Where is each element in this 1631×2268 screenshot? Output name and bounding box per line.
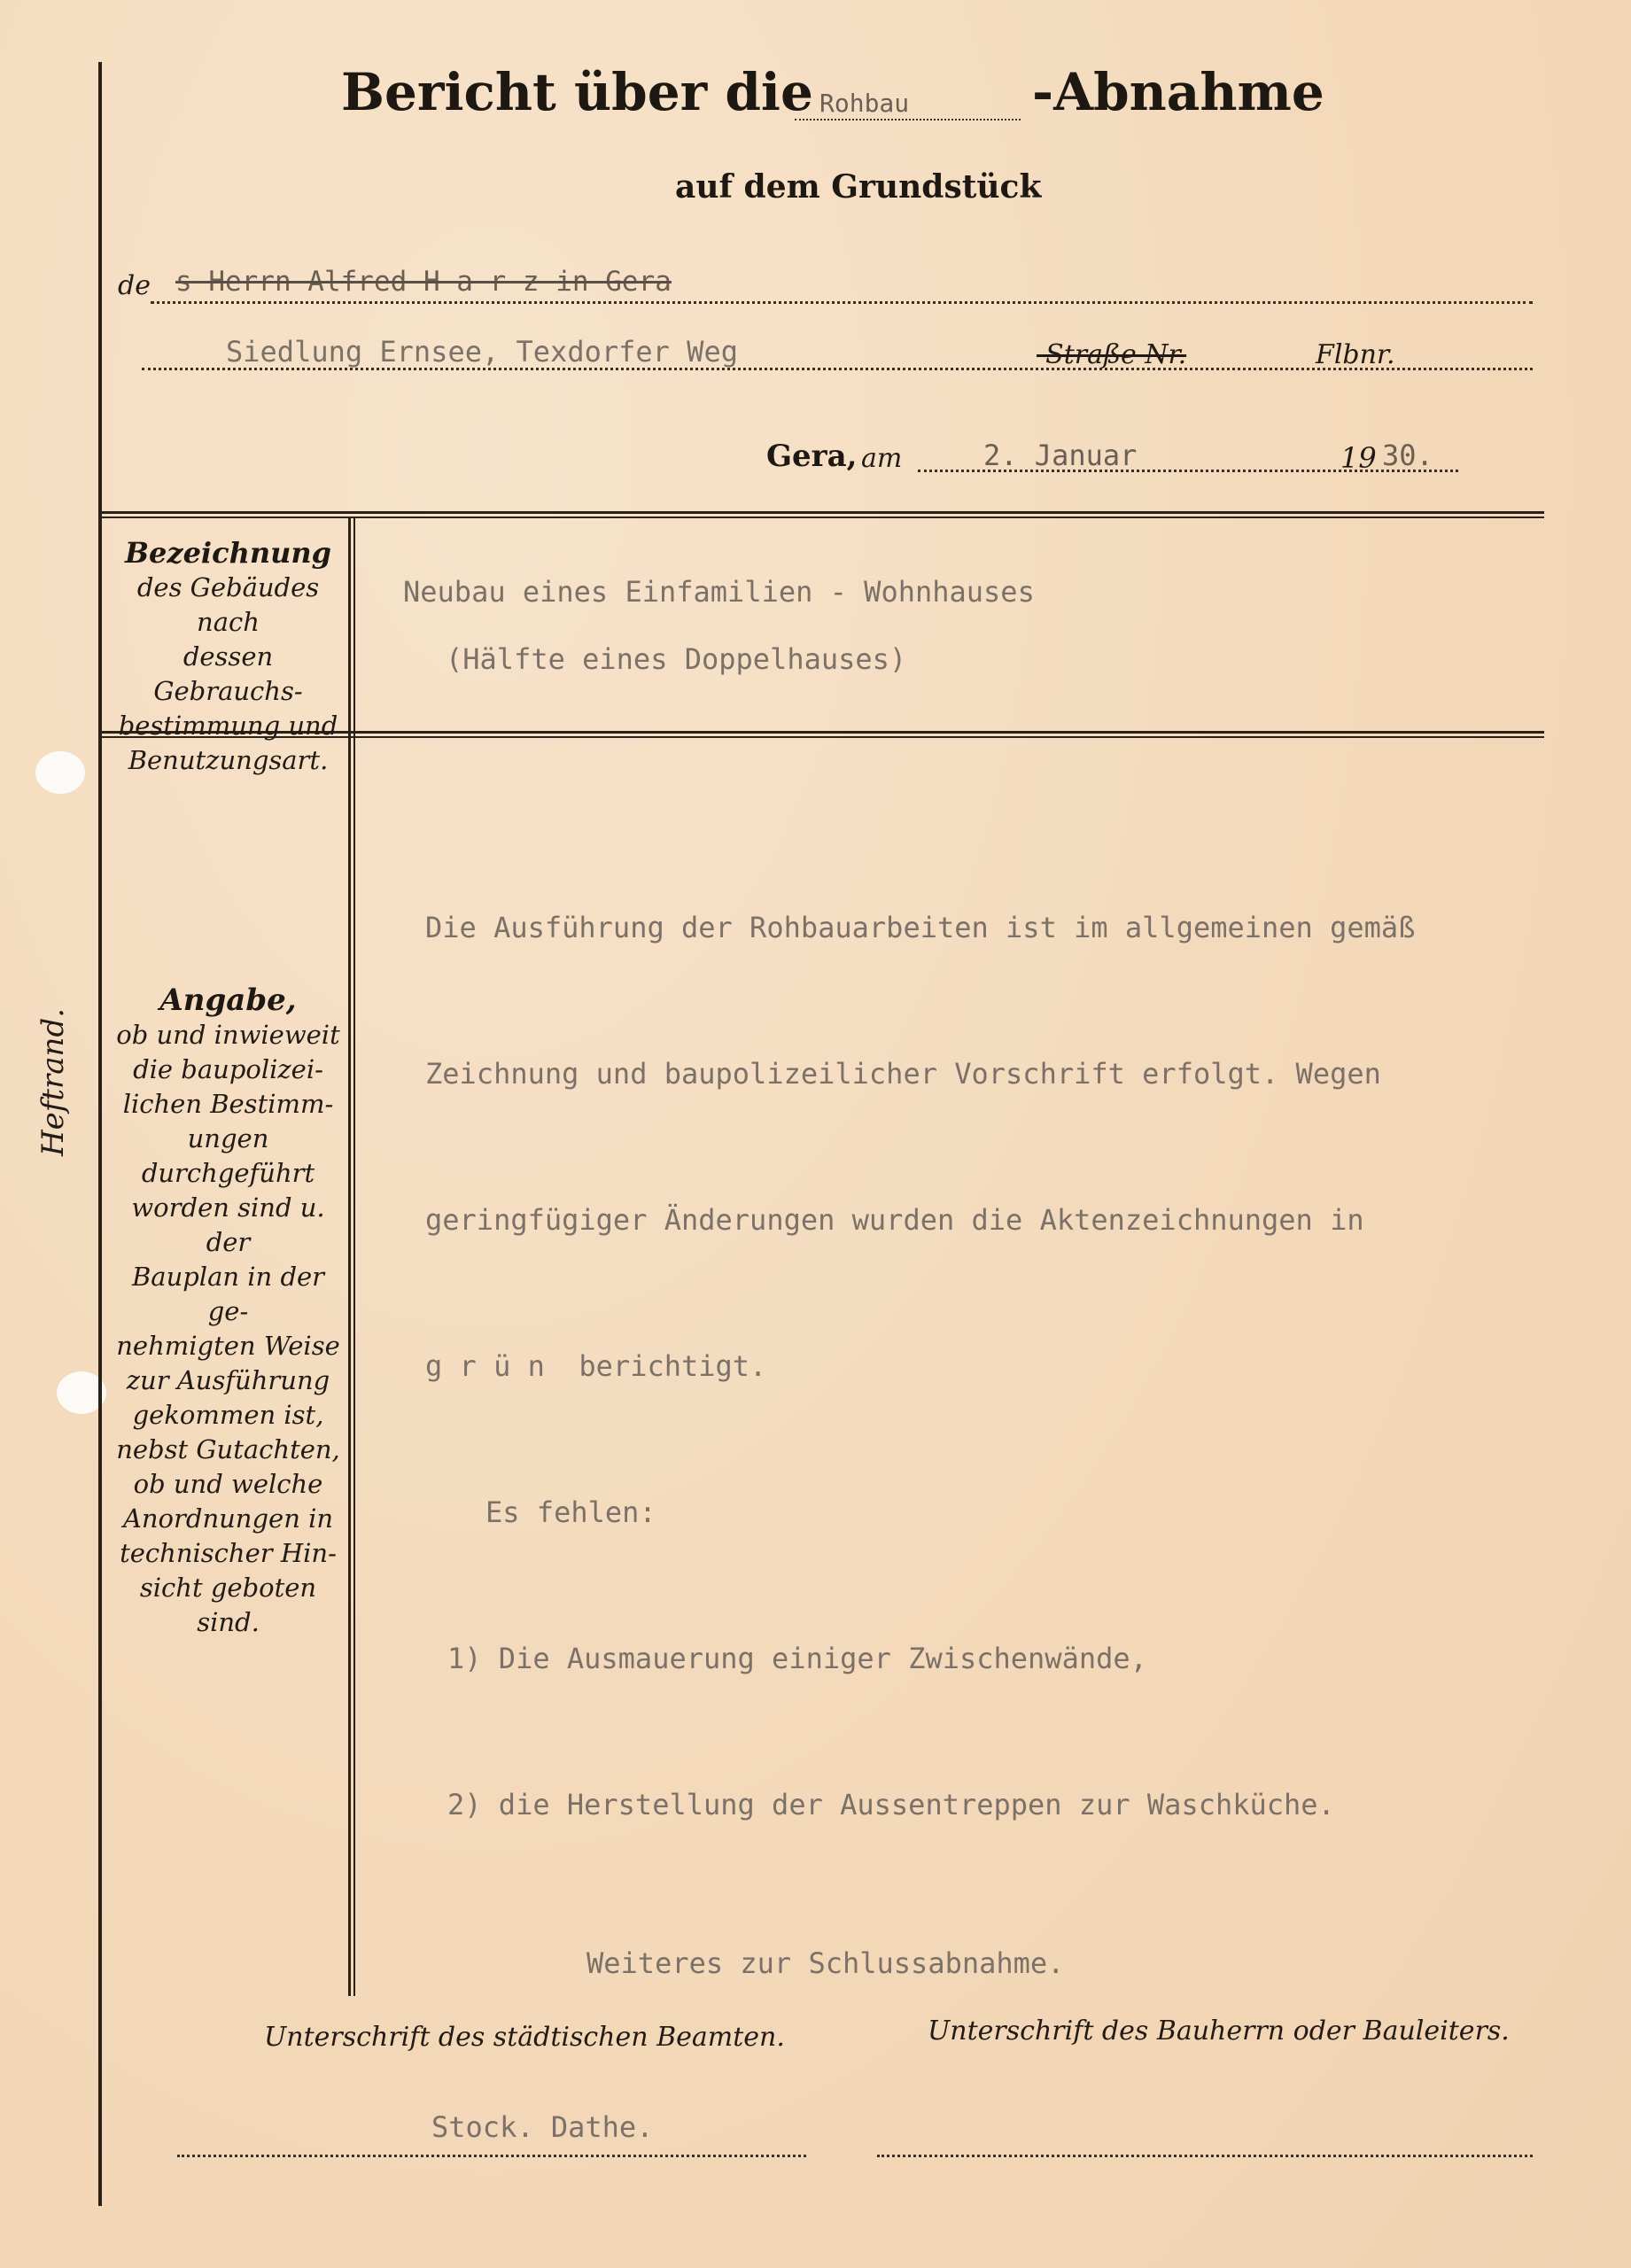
date-city: Gera, [766,439,858,474]
inspection-text-line-1: Die Ausführung der Rohbauarbeiten ist im allgemeinen gemäß [425,911,1416,944]
inspection-label-line-3: die baupolizei- [133,1054,323,1084]
inspection-label-line-10: gekommen ist, [132,1400,324,1430]
inspection-label-line-13: Anordnungen in [122,1503,334,1534]
inspection-label-line-8: nehmigten Weise [116,1331,340,1361]
page-subtitle: auf dem Grundstück [675,168,1042,206]
inspection-text-line-6: 1) Die Ausmauerung einiger Zwischenwände, [447,1642,1147,1675]
inspection-text-line-8: Weiteres zur Schlussabnahme. [586,1946,1065,1980]
designation-text [403,558,1035,693]
designation-text-line-1: Neubau eines Einfamilien - Wohnhauses [403,575,1035,609]
date-year-suffix: 30. [1382,439,1433,472]
designation-label-line-4: bestimmung und [118,711,338,741]
designation-label-line-2: des Gebäudes nach [136,572,320,637]
inspection-text [425,806,1415,2037]
inspection-label-line-6: worden sind u. der [131,1192,325,1257]
inspection-text-line-7: 2) die Herstellung der Aussentreppen zur Waschküche. [447,1788,1335,1821]
inspection-text-line-4: g r ü n berichtigt. [425,1349,767,1383]
inspection-label-line-5: ungen durchgeführt [141,1123,315,1188]
signature-left-line [177,2155,806,2157]
signature-left-value: Stock. Dathe. [431,2110,654,2144]
table-column-divider-2 [353,517,355,1996]
date-day-month: 2. Januar [983,439,1138,472]
table-top-border [98,511,1544,514]
inspection-label-line-15: sicht geboten sind. [139,1573,317,1637]
inspection-text-line-3: geringfügiger Änderungen wurden die Aktenzeichnungen in [425,1203,1364,1237]
owner-label: de [118,270,151,301]
title-fill: Rohbau [819,89,910,118]
title-fill-line [795,119,1021,120]
designation-label-line-1: Bezeichnung [124,536,331,570]
owner-value: s Herrn Alfred H a r z in Gera [175,266,672,298]
inspection-label-line-7: Bauplan in der ge- [131,1262,325,1326]
table-column-divider [348,517,351,1996]
page-title [341,62,1333,142]
date-year-prefix: 19 [1340,441,1377,475]
inspection-label [111,983,346,1640]
table-top-border-2 [98,517,1544,518]
inspection-label-line-11: nebst Gutachten, [116,1434,340,1464]
inspection-label-line-9: zur Ausführung [126,1365,330,1395]
inspection-text-line-5: Es fehlen: [485,1495,656,1529]
signature-left-label: Unterschrift des städtischen Beamten. [264,2022,785,2053]
signature-right-label: Unterschrift des Bauherrn oder Bauleiters. [928,2016,1510,2047]
owner-line [151,301,1533,304]
margin-label: Heftrand. [35,1007,71,1156]
designation-label-line-5: Benutzungsart. [128,745,329,775]
designation-label [111,536,346,778]
inspection-label-line-4: lichen Bestimm- [122,1089,334,1119]
designation-text-line-2: (Hälfte eines Doppelhauses) [446,642,907,676]
designation-label-line-3: dessen Gebrauchs- [153,641,303,706]
inspection-label-line-14: technischer Hin- [120,1538,337,1568]
inspection-text-line-2: Zeichnung und baupolizeilicher Vorschrift erfolgt. Wegen [425,1057,1381,1091]
flbnr-label: Flbnr. [1316,339,1395,370]
signature-right-line [877,2155,1533,2157]
address-value: Siedlung Ernsee, Texdorfer Weg [226,335,738,369]
title-suffix: -Abnahme [1032,62,1324,122]
title-prefix: Bericht über die [341,62,813,122]
date-am: am [861,443,903,474]
punch-hole-upper [35,751,85,794]
street-label: -Straße Nr. [1037,339,1187,370]
margin-line [98,62,102,2206]
inspection-label-line-12: ob und welche [133,1469,323,1499]
inspection-label-line-2: ob und inwieweit [116,1020,340,1050]
inspection-label-line-1: Angabe, [159,983,297,1018]
